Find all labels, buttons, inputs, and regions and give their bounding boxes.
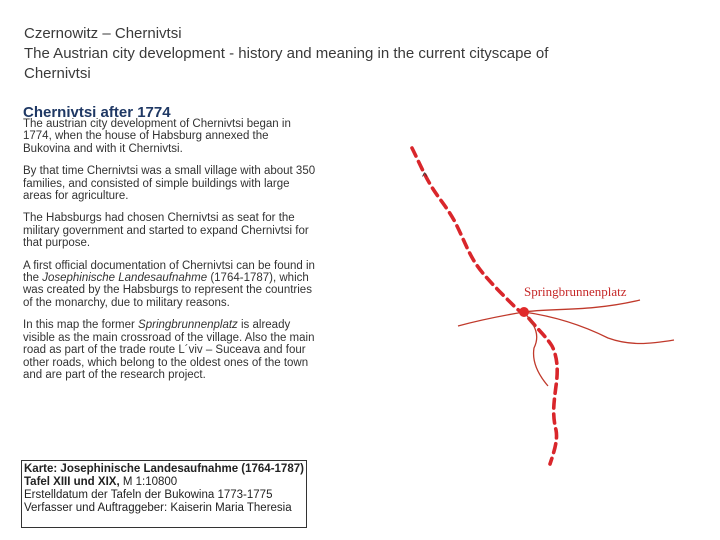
page-header bbox=[24, 24, 684, 84]
section-title: Chernivtsi after 1774 bbox=[23, 104, 171, 121]
paragraph-4 bbox=[23, 260, 318, 310]
caption-line-3: Erstelldatum der Tafeln der Bukowina 1773-1775 bbox=[24, 489, 273, 501]
paragraph-4-text-b: (1764-1787), which was created by the Habsburgs to represent the countries of the monarchy, due to military reasons. bbox=[23, 272, 312, 309]
header-line-1: Czernowitz – Chernivtsi bbox=[24, 25, 182, 42]
paragraph-4-emphasis: Josephinische Landesaufnahme bbox=[42, 272, 208, 285]
road-east-upper bbox=[524, 300, 640, 312]
road-south-east bbox=[524, 312, 548, 386]
springbrunnenplatz-marker bbox=[519, 307, 529, 317]
springbrunnenplatz-label: Springbrunnenplatz bbox=[524, 284, 627, 299]
paragraph-5 bbox=[23, 319, 318, 381]
paragraph-5-emphasis: Springbrunnenplatz bbox=[138, 319, 238, 332]
north-arrow-icon: ^ bbox=[422, 171, 428, 183]
caption-line-2-bold: Tafel XIII und XIX, bbox=[24, 476, 120, 488]
caption-line-2 bbox=[24, 476, 306, 489]
caption-line-1: Karte: Josephinische Landesaufnahme (1764-1787) bbox=[24, 463, 304, 475]
paragraph-5-text-a: In this map the former bbox=[23, 319, 139, 332]
caption-line-4: Verfasser und Auftraggeber: Kaiserin Maria Theresia bbox=[24, 502, 292, 514]
paragraph-5-text-b: is already visible as the main crossroad of the village. Also the main road as part of the trade route L´viv – Suceava and four other roads, which belong to the oldest ones of the town and are part of the research project. bbox=[23, 319, 315, 381]
paragraph-3: The Habsburgs had chosen Chernivtsi as seat for the military government and started to expand Chernivtsi for that purpose. bbox=[23, 212, 309, 250]
paragraph-1: The austrian city development of Chernivtsi began in 1774, when the house of Habsburg annexed the Bukovina and with it Chernivtsi. bbox=[23, 118, 291, 155]
body-text bbox=[23, 118, 318, 391]
map-caption bbox=[21, 460, 307, 528]
caption-line-2-rest: M 1:10800 bbox=[119, 476, 178, 488]
road-east bbox=[524, 312, 674, 344]
paragraph-2: By that time Chernivtsi was a small village with about 350 families, and consisted of simple buildings with large areas for agriculture. bbox=[23, 165, 316, 203]
header-line-2: The Austrian city development - history and meaning in the current cityscape of bbox=[24, 45, 549, 62]
header-line-3: Chernivtsi bbox=[24, 65, 91, 82]
road-west bbox=[458, 312, 524, 326]
main-trade-route bbox=[412, 148, 557, 464]
paragraph-4-text-a: A first official documentation of Chernivtsi can be found in the bbox=[23, 259, 315, 285]
route-map bbox=[422, 140, 700, 460]
